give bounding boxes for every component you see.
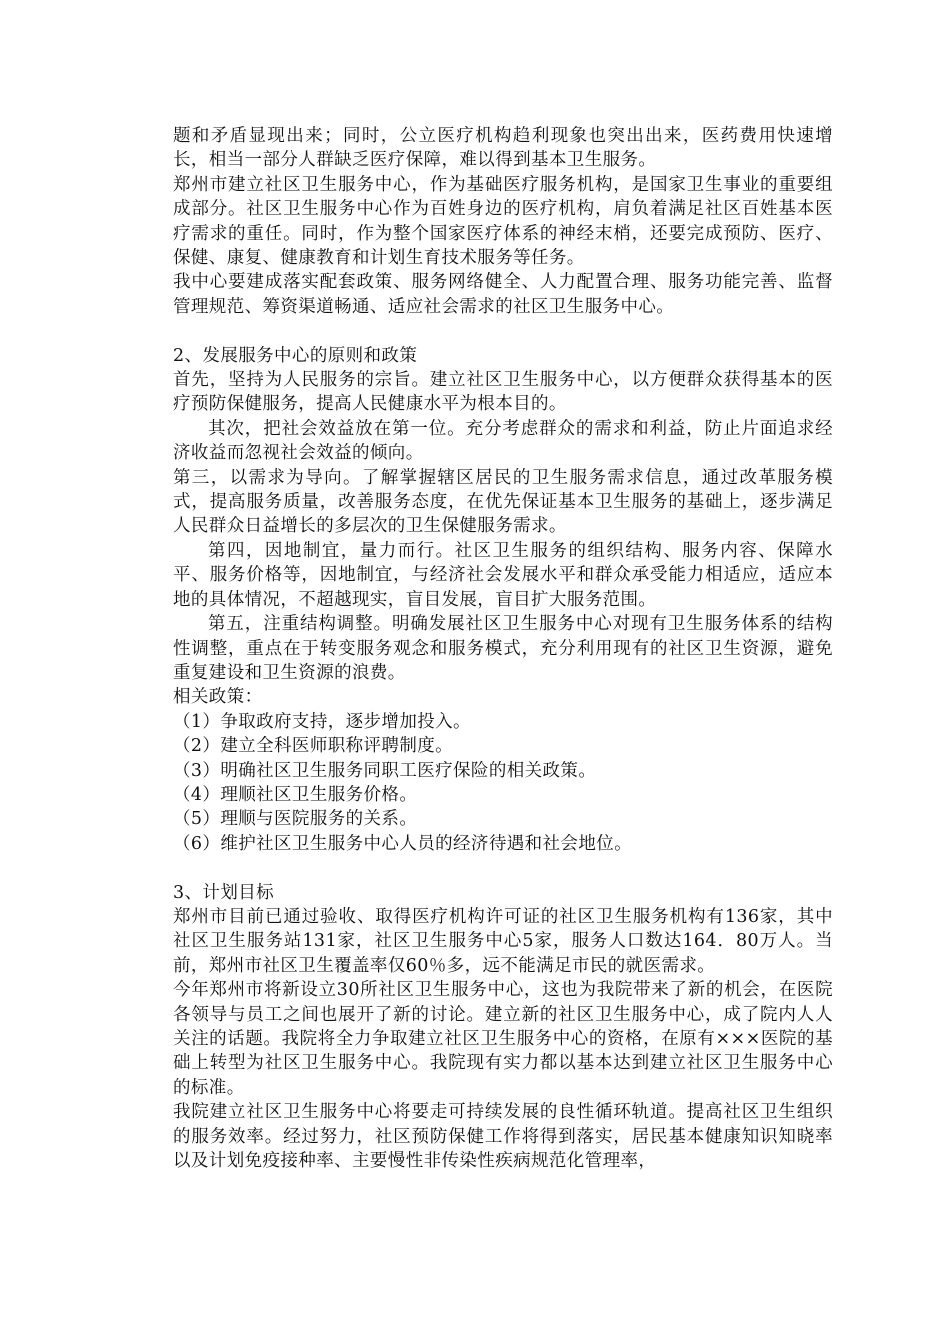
policy-item: （6）维护社区卫生服务中心人员的经济待遇和社会地位。	[173, 833, 633, 854]
policy-item: （2）建立全科医师职称评聘制度。	[173, 736, 454, 757]
policy-item: （1）争取政府支持，逐步增加投入。	[173, 711, 471, 732]
blank-line	[173, 319, 833, 343]
policy-item: （4）理顺社区卫生服务价格。	[173, 784, 418, 805]
section-heading: 3、计划目标	[173, 882, 275, 903]
policy-item: （3）明确社区卫生服务同职工医疗保险的相关政策。	[173, 760, 597, 781]
body-paragraph: 郑州市目前已通过验收、取得医疗机构许可证的社区卫生服务机构有136家，其中社区卫生服务站131家，社区卫生服务中心5家，服务人口数达164．80万人。当前，郑州市社区卫生覆盖率仅60％多，远不能满足市民的就医需求。	[173, 906, 833, 976]
body-paragraph: 我中心要建成落实配套政策、服务网络健全、人力配置合理、服务功能完善、监督管理规范、筹资渠道畅通、适应社会需求的社区卫生服务中心。	[173, 272, 833, 317]
body-paragraph: 今年郑州市将新设立30所社区卫生服务中心，这也为我院带来了新的机会，在医院各领导与员工之间也展开了新的讨论。建立新的社区卫生服务中心，成了院内人人关注的话题。我院将全力争取建立社区卫生服务中心的资格，在原有×××医院的基础上转型为社区卫生服务中心。我院现有实力都以基本达到建立社区卫生服务中心的标准。	[173, 980, 833, 1098]
document-body	[173, 124, 833, 1173]
body-paragraph: 题和矛盾显现出来；同时，公立医疗机构趋利现象也突出出来，医药费用快速增长，相当一部分人群缺乏医疗保障，难以得到基本卫生服务。	[173, 126, 833, 171]
principle-paragraph: 第四，因地制宜，量力而行。社区卫生服务的组织结构、服务内容、保障水平、服务价格等，因地制宜，与经济社会发展水平和群众承受能力相适应，适应本地的具体情况，不超越现实，盲目发展，盲目扩大服务范围。	[173, 540, 833, 610]
principle-paragraph: 第三，以需求为导向。了解掌握辖区居民的卫生服务需求信息，通过改革服务模式，提高服务质量，改善服务态度，在优先保证基本卫生服务的基础上，逐步满足人民群众日益增长的多层次的卫生保健服务需求。	[173, 467, 833, 537]
principle-paragraph: 其次，把社会效益放在第一位。充分考虑群众的需求和利益，防止片面追求经济收益而忽视社会效益的倾向。	[173, 418, 833, 464]
policy-label: 相关政策：	[173, 687, 263, 708]
principle-paragraph: 第五，注重结构调整。明确发展社区卫生服务中心对现有卫生服务体系的结构性调整，重点在于转变服务观念和服务模式，充分利用现有的社区卫生资源，避免重复建设和卫生资源的浪费。	[173, 614, 833, 683]
policy-list	[173, 710, 833, 856]
body-paragraph: 郑州市建立社区卫生服务中心，作为基础医疗服务机构，是国家卫生事业的重要组成部分。社区卫生服务中心作为百姓身边的医疗机构，肩负着满足社区百姓基本医疗需求的重任。同时，作为整个国家医疗体系的神经末梢，还要完成预防、医疗、保健、康复、健康教育和计划生育技术服务等任务。	[173, 174, 833, 269]
section-heading: 2、发展服务中心的原则和政策	[173, 345, 418, 366]
policy-item: （5）理顺与医院服务的关系。	[173, 809, 418, 830]
blank-line	[173, 856, 833, 880]
body-paragraph: 我院建立社区卫生服务中心将要走可持续发展的良性循环轨道。提高社区卫生组织的服务效率。经过努力，社区预防保健工作将得到落实，居民基本健康知识知晓率以及计划免疫接种率、主要慢性非传染性疾病规范化管理率，	[173, 1102, 833, 1172]
principle-paragraph: 首先，坚持为人民服务的宗旨。建立社区卫生服务中心，以方便群众获得基本的医疗预防保健服务，提高人民健康水平为根本目的。	[173, 370, 833, 415]
